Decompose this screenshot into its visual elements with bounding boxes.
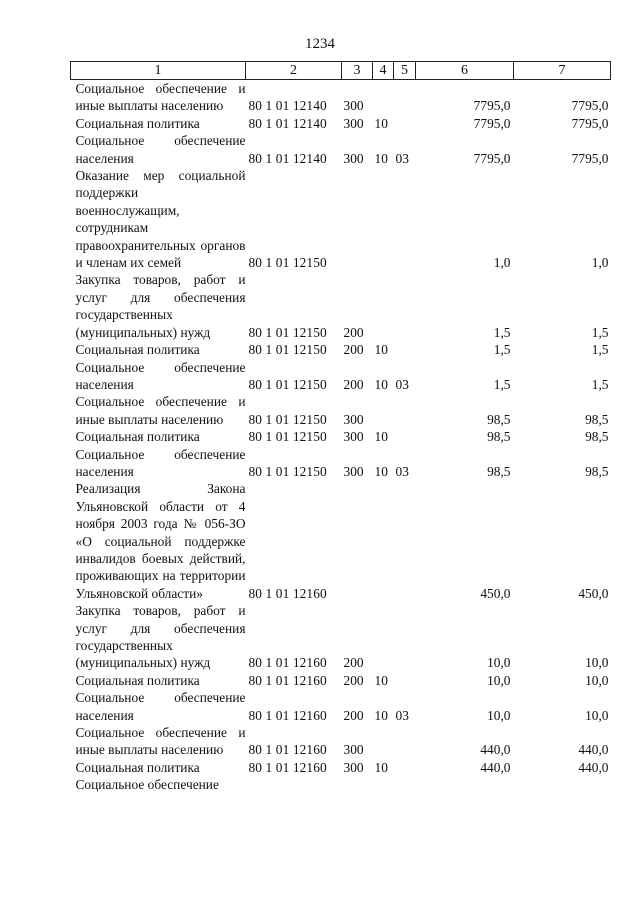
table-row — [71, 602, 611, 672]
row-code: 80 1 01 12150 — [248, 255, 327, 271]
row-c5: 03 — [395, 376, 409, 392]
row-code: 80 1 01 12160 — [248, 672, 327, 688]
column-header: 5 — [394, 62, 416, 80]
row-code: 80 1 01 12150 — [248, 342, 327, 358]
table-row — [71, 271, 611, 341]
row-c5 — [394, 115, 416, 132]
row-value-6: 440,0 — [480, 742, 511, 758]
row-c3: 300 — [343, 115, 364, 131]
row-value-7: 98,5 — [585, 411, 609, 427]
row-value-6: 440,0 — [480, 759, 511, 775]
table-row — [71, 341, 611, 358]
row-value-7: 450,0 — [578, 585, 609, 601]
row-code: 80 1 01 12140 — [248, 150, 327, 166]
row-code: 80 1 01 12150 — [248, 463, 327, 479]
row-c5: 03 — [395, 150, 409, 166]
table-row — [71, 167, 611, 271]
table-body — [71, 80, 611, 794]
row-c4 — [373, 393, 394, 428]
row-value-6: 1,0 — [493, 255, 511, 271]
row-c5 — [394, 759, 416, 776]
row-c4: 10 — [374, 115, 388, 131]
row-c5 — [394, 341, 416, 358]
table-row — [71, 115, 611, 132]
row-c4: 10 — [374, 342, 388, 358]
row-value-7: 7795,0 — [571, 150, 609, 166]
column-header: 4 — [373, 62, 394, 80]
row-name: Социальное обеспечение — [75, 777, 219, 793]
row-name: Социальное обеспечение и иные выплаты населению — [75, 394, 246, 427]
row-c4: 10 — [374, 672, 388, 688]
row-c3: 300 — [343, 759, 364, 775]
row-value-7: 1,0 — [591, 255, 609, 271]
row-c4: 10 — [374, 429, 388, 445]
row-name: Реализация Закона Ульяновской области от 4 ноября 2003 года № 056-ЗО «О социальной поддержке инвалидов боевых действий, проживающих на территории Ульяновской области» — [75, 481, 246, 601]
row-code: 80 1 01 12160 — [248, 655, 327, 671]
row-name: Закупка товаров, работ и услуг для обеспечения государственных (муниципальных) нужд — [75, 272, 246, 340]
row-value-7: 7795,0 — [571, 115, 609, 131]
row-code: 80 1 01 12150 — [248, 411, 327, 427]
row-c5: 03 — [395, 463, 409, 479]
row-c4 — [373, 776, 394, 793]
row-c5 — [394, 428, 416, 445]
row-c5 — [394, 271, 416, 341]
row-name: Социальная политика — [75, 672, 200, 688]
row-value-6: 450,0 — [480, 585, 511, 601]
row-c3: 200 — [343, 707, 364, 723]
row-code: 80 1 01 12160 — [248, 759, 327, 775]
row-value-7: 1,5 — [591, 342, 609, 358]
table-row — [71, 393, 611, 428]
row-value-7: 10,0 — [585, 707, 609, 723]
row-value-7: 7795,0 — [571, 98, 609, 114]
row-value-6: 10,0 — [487, 707, 511, 723]
table-row — [71, 689, 611, 724]
row-c3: 300 — [343, 429, 364, 445]
table-row — [71, 672, 611, 689]
row-value-6: 98,5 — [487, 463, 511, 479]
row-c3: 300 — [343, 742, 364, 758]
row-code: 80 1 01 12160 — [248, 742, 327, 758]
row-c5: 03 — [395, 707, 409, 723]
row-c5 — [394, 393, 416, 428]
row-c4: 10 — [374, 463, 388, 479]
row-c3 — [342, 480, 373, 602]
column-header: 3 — [342, 62, 373, 80]
row-name: Социальное обеспечение и иные выплаты населению — [75, 81, 246, 114]
row-value-6: 7795,0 — [473, 150, 511, 166]
table-row — [71, 132, 611, 167]
row-name: Социальное обеспечение населения — [75, 446, 246, 479]
row-c5 — [394, 167, 416, 271]
row-value-7: 440,0 — [578, 742, 609, 758]
budget-table — [70, 61, 611, 794]
row-code — [246, 776, 342, 793]
row-c4: 10 — [374, 376, 388, 392]
column-header: 1 — [71, 62, 246, 80]
row-value-6: 98,5 — [487, 429, 511, 445]
row-value-6: 7795,0 — [473, 98, 511, 114]
row-c3: 200 — [343, 672, 364, 688]
row-value-6: 98,5 — [487, 411, 511, 427]
row-c4 — [373, 271, 394, 341]
row-c3: 300 — [343, 411, 364, 427]
row-name: Социальное обеспечение населения — [75, 133, 246, 166]
row-value-6: 10,0 — [487, 655, 511, 671]
row-name: Социальное обеспечение населения — [75, 359, 246, 392]
row-name: Социальная политика — [75, 429, 200, 445]
row-value-7 — [514, 776, 611, 793]
table-header-row — [71, 62, 611, 80]
row-name: Социальное обеспечение и иные выплаты населению — [75, 725, 246, 758]
table-row — [71, 480, 611, 602]
column-header: 2 — [246, 62, 342, 80]
row-value-7: 10,0 — [585, 655, 609, 671]
row-code: 80 1 01 12150 — [248, 324, 327, 340]
row-code: 80 1 01 12150 — [248, 376, 327, 392]
row-value-7: 440,0 — [578, 759, 609, 775]
row-c4 — [373, 724, 394, 759]
row-code: 80 1 01 12160 — [248, 707, 327, 723]
row-c3: 200 — [343, 376, 364, 392]
table-row — [71, 80, 611, 115]
row-code: 80 1 01 12140 — [248, 98, 327, 114]
row-value-6 — [416, 776, 514, 793]
row-c4 — [373, 167, 394, 271]
table-row — [71, 359, 611, 394]
row-c3: 300 — [343, 463, 364, 479]
row-c5 — [394, 80, 416, 115]
row-c5 — [394, 776, 416, 793]
row-code: 80 1 01 12150 — [248, 429, 327, 445]
column-header: 7 — [514, 62, 611, 80]
row-value-7: 1,5 — [591, 376, 609, 392]
column-header: 6 — [416, 62, 514, 80]
page-number: 1234 — [305, 36, 335, 52]
table-row — [71, 428, 611, 445]
row-c3 — [342, 776, 373, 793]
row-c3: 200 — [343, 324, 364, 340]
row-c5 — [394, 672, 416, 689]
row-name: Социальная политика — [75, 115, 200, 131]
row-c3: 300 — [343, 98, 364, 114]
row-c4 — [373, 480, 394, 602]
row-c3: 200 — [343, 655, 364, 671]
row-c3: 300 — [343, 150, 364, 166]
row-c5 — [394, 724, 416, 759]
table-row — [71, 759, 611, 776]
row-value-6: 1,5 — [493, 342, 511, 358]
row-value-7: 1,5 — [591, 324, 609, 340]
row-c4 — [373, 80, 394, 115]
row-name: Оказание мер социальной поддержки военнослужащим, сотрудникам правоохранительных органов и членам их семей — [75, 168, 246, 271]
table-row — [71, 446, 611, 481]
row-c5 — [394, 602, 416, 672]
row-c4: 10 — [374, 707, 388, 723]
row-c4: 10 — [374, 759, 388, 775]
row-value-7: 10,0 — [585, 672, 609, 688]
row-value-7: 98,5 — [585, 463, 609, 479]
row-c5 — [394, 480, 416, 602]
row-c4: 10 — [374, 150, 388, 166]
row-c4 — [373, 602, 394, 672]
table-row — [71, 776, 611, 793]
row-c3: 200 — [343, 342, 364, 358]
row-c3 — [342, 167, 373, 271]
row-code: 80 1 01 12140 — [248, 115, 327, 131]
row-value-6: 1,5 — [493, 324, 511, 340]
row-name: Закупка товаров, работ и услуг для обеспечения государственных (муниципальных) нужд — [75, 603, 246, 671]
row-value-6: 10,0 — [487, 672, 511, 688]
row-name: Социальное обеспечение населения — [75, 690, 246, 723]
row-name: Социальная политика — [75, 342, 200, 358]
row-name: Социальная политика — [75, 759, 200, 775]
row-value-7: 98,5 — [585, 429, 609, 445]
row-value-6: 1,5 — [493, 376, 511, 392]
table-row — [71, 724, 611, 759]
row-code: 80 1 01 12160 — [248, 585, 327, 601]
row-value-6: 7795,0 — [473, 115, 511, 131]
